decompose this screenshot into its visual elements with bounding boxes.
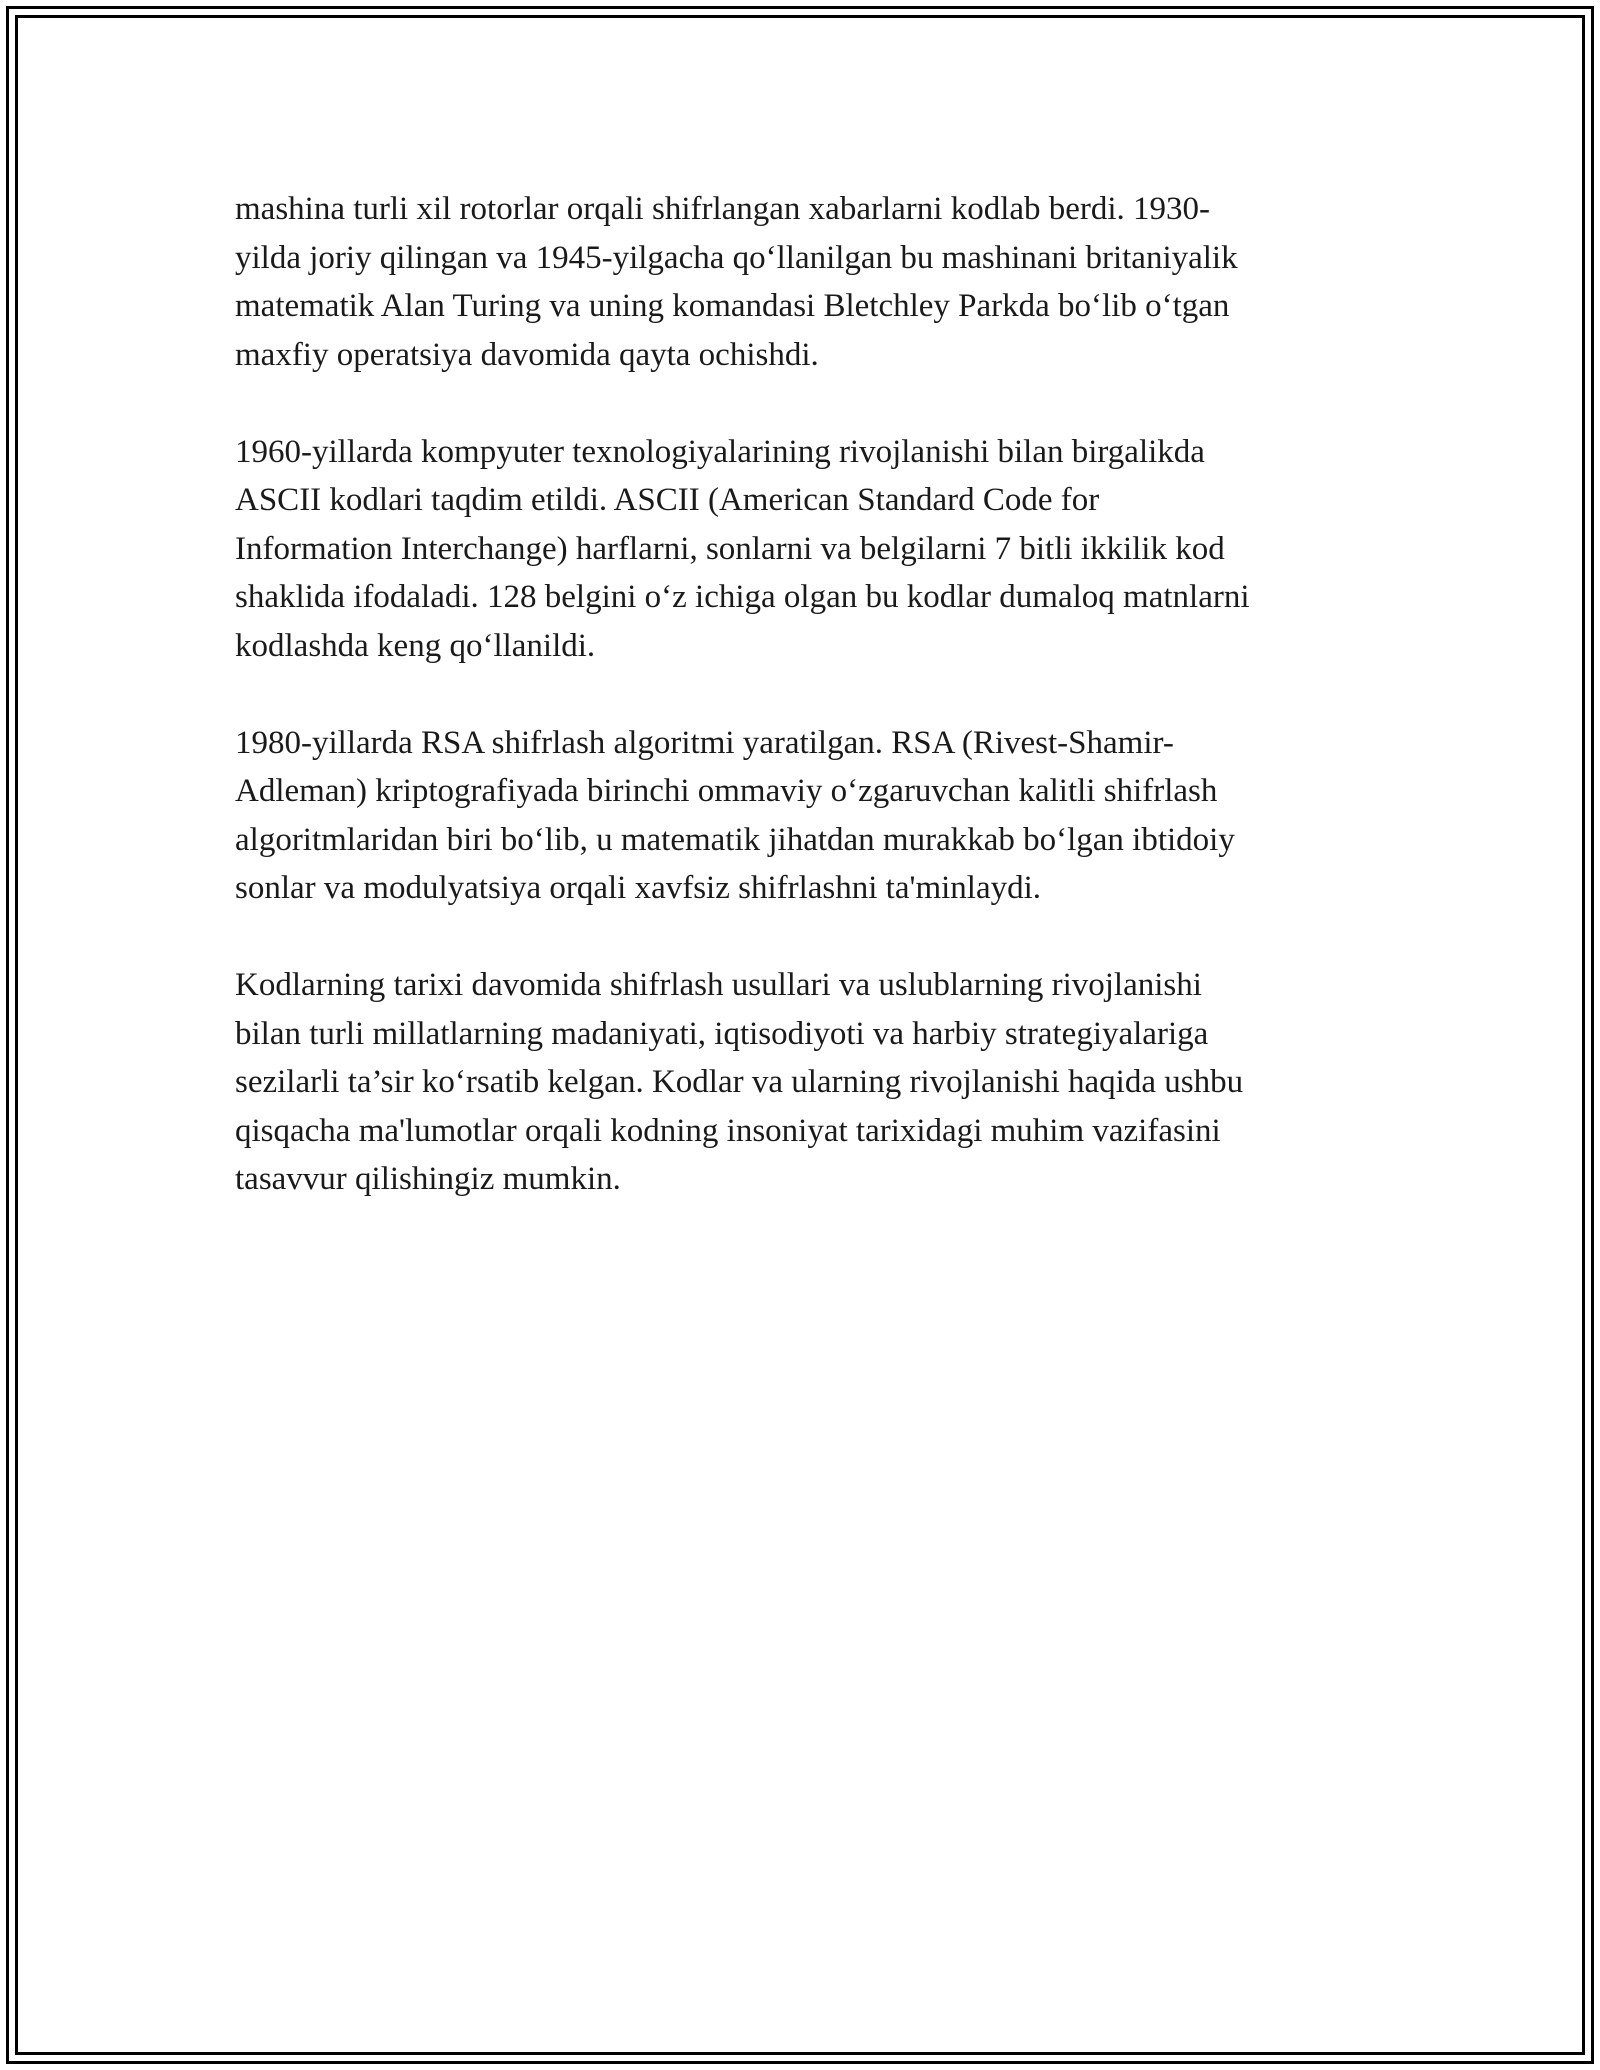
paragraph-enigma: mashina turli xil rotorlar orqali shifrlangan xabarlarni kodlab berdi. 1930- yilda joriy qilingan va 1945-yilgacha qo‘llanilgan bu mashinani britaniyalik matematik Alan Turing va uning komandasi Bletchley Parkda bo‘lib o‘tgan maxfiy operatsiya davomida qayta ochishdi. bbox=[235, 191, 1238, 373]
document-body bbox=[235, 185, 1365, 1252]
paragraph-conclusion: Kodlarning tarixi davomida shifrlash usullari va uslublarning rivojlanishi bilan turli millatlarning madaniyati, iqtisodiyoti va harbiy strategiyalariga sezilarli ta’sir ko‘rsatib kelgan. Kodlar va ularning rivojlanishi haqida ushbu qisqacha ma'lumotlar orqali kodning insoniyat tarixidagi muhim vazifasini tasavvur qilishingiz mumkin. bbox=[235, 967, 1244, 1197]
paragraph-ascii: 1960-yillarda kompyuter texnologiyalarining rivojlanishi bilan birgalikda ASCII kodlari taqdim etildi. ASCII (American Standard Code for Information Interchange) harflarni, sonlarni va belgilarni 7 bitli ikkilik kod shaklida ifodaladi. 128 belgini o‘z ichiga olgan bu kodlar dumaloq matnlarni kodlashda keng qo‘llanildi. bbox=[235, 433, 1250, 664]
paragraph-rsa: 1980-yillarda RSA shifrlash algoritmi yaratilgan. RSA (Rivest-Shamir- Adleman) kriptografiyada birinchi ommaviy o‘zgaruvchan kalitli shifrlash algoritmlaridan biri bo‘lib, u matematik jihatdan murakkab bo‘lgan ibtidoiy sonlar va modulyatsiya orqali xavfsiz shifrlashni ta'minlaydi. bbox=[235, 724, 1235, 906]
